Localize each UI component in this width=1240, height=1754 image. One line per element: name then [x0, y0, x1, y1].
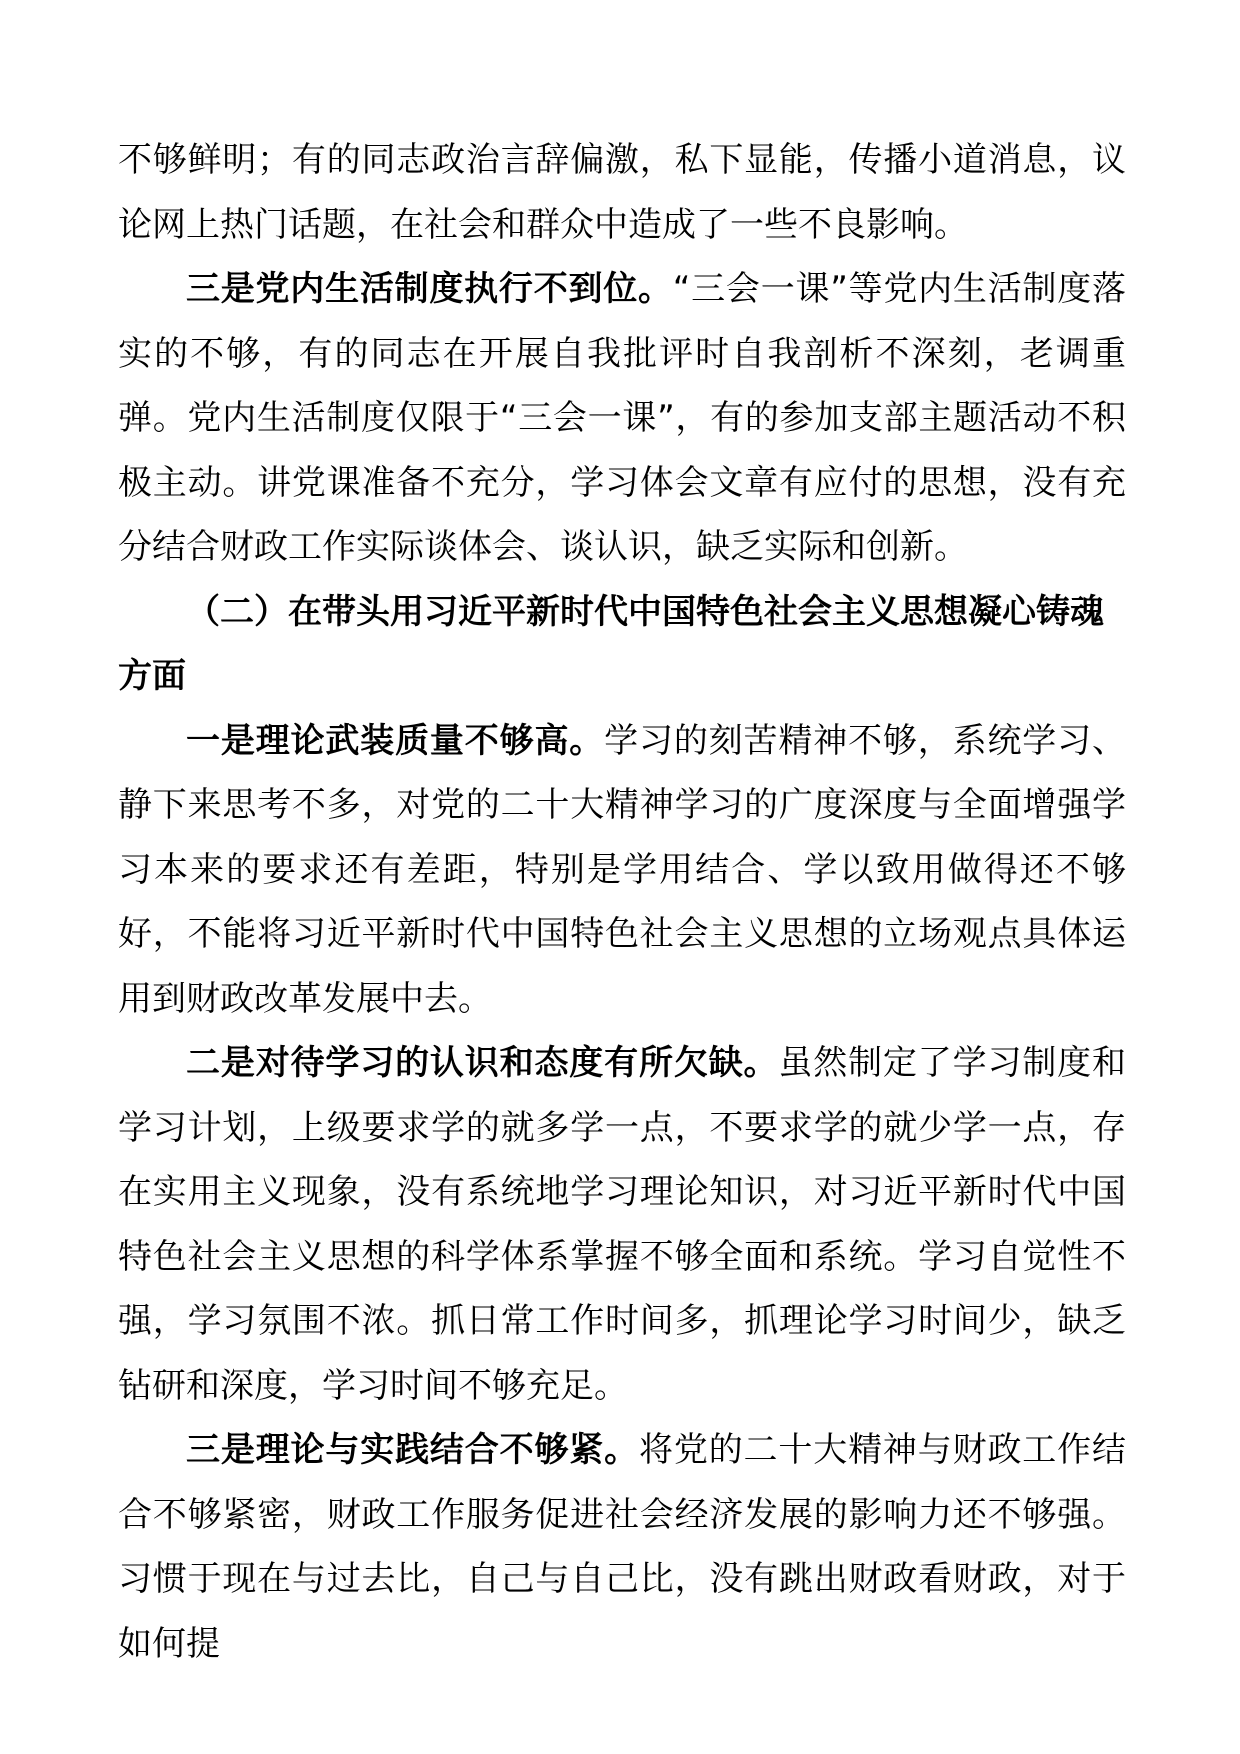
paragraph-text: 学习的刻苦精神不够，系统学习、静下来思考不多，对党的二十大精神学习的广度深度与全面增强学习本来的要求还有差距，特别是学用结合、学以致用做得还不够好，不能将习近平新时代中国特色社会主义思想的立场观点具体运用到财政改革发展中去。	[118, 720, 1127, 1019]
paragraph-continuation	[118, 128, 1126, 257]
paragraph-learning-attitude	[118, 1031, 1126, 1418]
paragraph-lead: 一是理论武装质量不够高。	[186, 720, 605, 761]
paragraph-lead: 三是党内生活制度执行不到位。	[186, 269, 673, 309]
paragraph-text: 虽然制定了学习制度和学习计划，上级要求学的就多学一点，不要求学的就少学一点，存在实用主义现象，没有系统地学习理论知识，对习近平新时代中国特色社会主义思想的科学体系掌握不够全面和系统。学习自觉性不强，学习氛围不浓。抓日常工作时间多，抓理论学习时间少，缺乏钻研和深度，学习时间不够充足。	[118, 1043, 1127, 1406]
paragraph-theory-quality	[118, 709, 1126, 1032]
document-page	[118, 128, 1126, 1676]
paragraph-text: 将党的二十大精神与财政工作结合不够紧密，财政工作服务促进社会经济发展的影响力还不够强。习惯于现在与过去比，自己与自己比，没有跳出财政看财政，对于如何提	[118, 1430, 1126, 1664]
section-heading: （二）在带头用习近平新时代中国特色社会主义思想凝心铸魂方面	[118, 591, 1104, 696]
paragraph-lead: 二是对待学习的认识和态度有所欠缺。	[186, 1043, 779, 1083]
paragraph-text: “三会一课”等党内生活制度落实的不够，有的同志在开展自我批评时自我剖析不深刻，老调重弹。党内生活制度仅限于“三会一课”，有的参加支部主题活动不积极主动。讲党课准备不充分，学习体会文章有应付的思想，没有充分结合财政工作实际谈体会、谈认识，缺乏实际和创新。	[118, 269, 1127, 567]
paragraph-text: 不够鲜明；有的同志政治言辞偏激，私下显能，传播小道消息，议论网上热门话题，在社会和群众中造成了一些不良影响。	[118, 140, 1126, 245]
paragraph-theory-practice	[118, 1418, 1126, 1676]
paragraph-lead: 三是理论与实践结合不够紧。	[186, 1430, 639, 1470]
paragraph-party-life-system	[118, 257, 1126, 580]
